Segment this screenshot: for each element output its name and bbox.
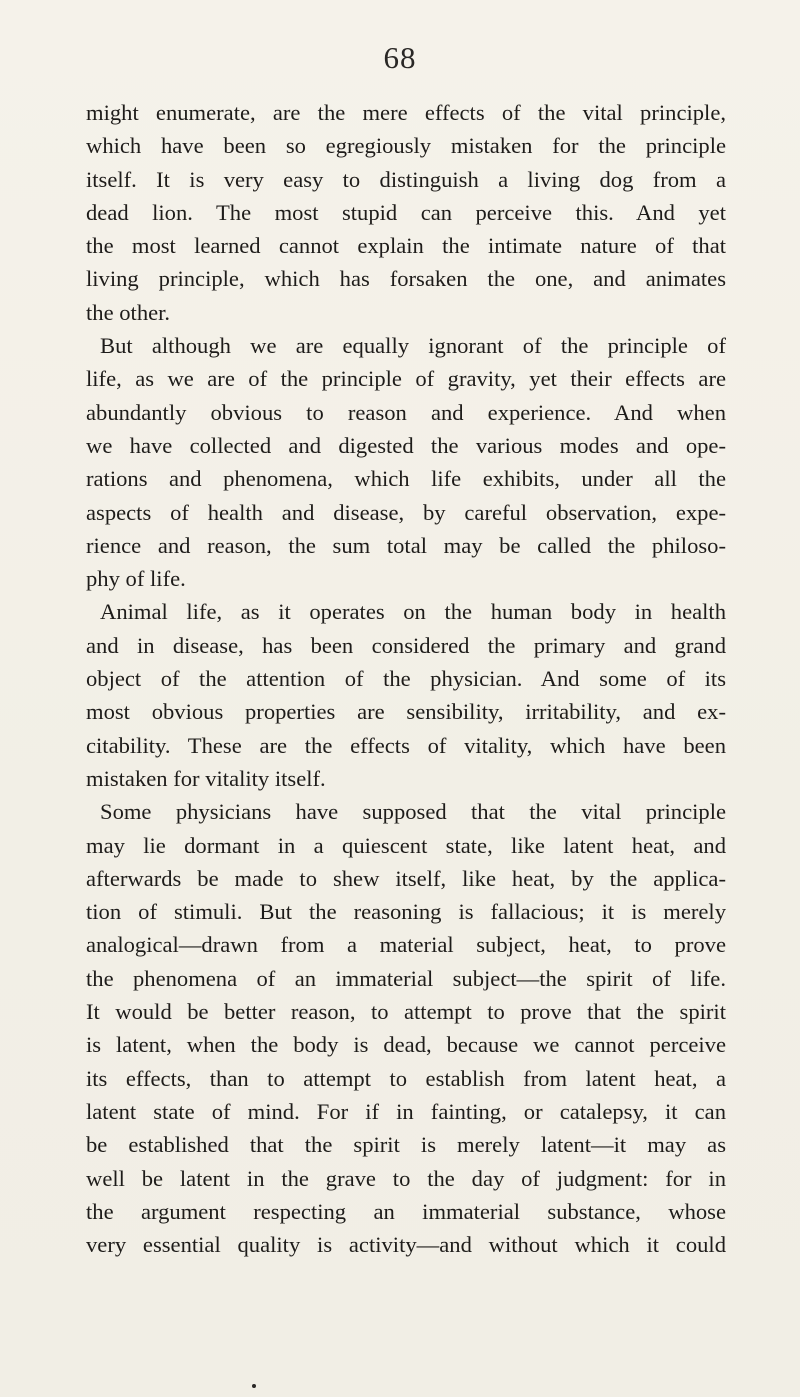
- body-text: [86, 96, 726, 1261]
- text-line: very essential quality is activity—and without which it could: [86, 1232, 726, 1258]
- text-line: afterwards be made to shew itself, like heat, by the applica-: [86, 865, 726, 891]
- text-line: abundantly obvious to reason and experience. And when: [86, 399, 726, 425]
- text-line: the other.: [86, 299, 171, 325]
- text-line: most obvious properties are sensibility, irritability, and ex-: [86, 699, 726, 725]
- text-line: phy of life.: [86, 566, 186, 592]
- page-number: 68: [383, 40, 417, 75]
- text-line: tion of stimuli. But the reasoning is fallacious; it is merely: [86, 899, 726, 925]
- text-line: living principle, which has forsaken the one, and animates: [86, 266, 726, 292]
- text-line: analogical—drawn from a material subject, heat, to prove: [86, 932, 726, 958]
- text-line: is latent, when the body is dead, because we cannot perceive: [86, 1032, 726, 1058]
- text-line: be established that the spirit is merely latent—it may as: [86, 1132, 726, 1158]
- text-line: may lie dormant in a quiescent state, like latent heat, and: [86, 832, 726, 858]
- text-line: its effects, than to attempt to establish from latent heat, a: [86, 1065, 726, 1091]
- text-line: itself. It is very easy to distinguish a living dog from a: [86, 166, 726, 192]
- text-line: life, as we are of the principle of gravity, yet their effects are: [86, 366, 726, 392]
- text-line: But although we are equally ignorant of the principle of: [100, 333, 726, 359]
- text-line: the argument respecting an immaterial substance, whose: [86, 1198, 726, 1224]
- text-line: aspects of health and disease, by careful observation, expe-: [86, 499, 726, 525]
- text-line: object of the attention of the physician. And some of its: [86, 666, 726, 692]
- text-line: Animal life, as it operates on the human body in health: [100, 599, 726, 625]
- text-line: dead lion. The most stupid can perceive this. And yet: [86, 199, 726, 225]
- ink-speck: [252, 1384, 256, 1388]
- text-line: the most learned cannot explain the intimate nature of that: [86, 233, 726, 259]
- text-line: mistaken for vitality itself.: [86, 765, 326, 791]
- text-line: well be latent in the grave to the day of judgment: for in: [86, 1165, 726, 1191]
- text-line: citability. These are the effects of vitality, which have been: [86, 732, 726, 758]
- text-line: and in disease, has been considered the primary and grand: [86, 632, 726, 658]
- text-line: we have collected and digested the various modes and ope-: [86, 432, 726, 458]
- text-line: might enumerate, are the mere effects of the vital principle,: [86, 100, 726, 125]
- text-line: latent state of mind. For if in fainting, or catalepsy, it can: [86, 1098, 726, 1124]
- text-line: It would be better reason, to attempt to prove that the spirit: [86, 999, 726, 1025]
- text-line: rience and reason, the sum total may be called the philoso-: [86, 532, 726, 558]
- text-line: the phenomena of an immaterial subject—the spirit of life.: [86, 965, 726, 991]
- text-line: which have been so egregiously mistaken for the principle: [86, 133, 726, 159]
- text-line: Some physicians have supposed that the vital principle: [100, 799, 726, 825]
- text-line: rations and phenomena, which life exhibits, under all the: [86, 466, 726, 492]
